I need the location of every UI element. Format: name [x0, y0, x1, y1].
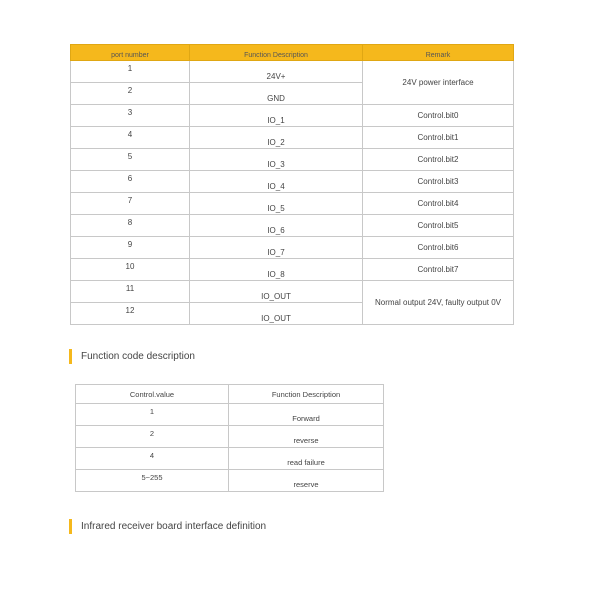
function-cell: 24V+ — [190, 61, 363, 83]
column-header-function: Function Description — [190, 45, 363, 61]
port-number-cell: 3 — [71, 105, 190, 127]
port-number-cell: 12 — [71, 303, 190, 325]
function-cell: IO_2 — [190, 127, 363, 149]
table-row — [71, 127, 514, 149]
remark-cell: Control.bit2 — [363, 149, 514, 171]
table-row — [71, 215, 514, 237]
table-row — [71, 281, 514, 303]
function-cell: IO_7 — [190, 237, 363, 259]
section-title: Infrared receiver board interface definition — [81, 521, 267, 532]
port-number-cell: 2 — [71, 83, 190, 105]
heading-accent-bar — [69, 349, 72, 364]
remark-cell: Control.bit5 — [363, 215, 514, 237]
port-number-cell: 10 — [71, 259, 190, 281]
table-row — [76, 470, 384, 492]
table-row — [71, 61, 514, 83]
remark-cell: Control.bit0 — [363, 105, 514, 127]
control-value-cell: 2 — [76, 426, 229, 448]
function-cell: IO_4 — [190, 171, 363, 193]
port-number-cell: 9 — [71, 237, 190, 259]
table-row — [76, 404, 384, 426]
port-number-cell: 4 — [71, 127, 190, 149]
function-cell: IO_8 — [190, 259, 363, 281]
control-value-cell: 5~255 — [76, 470, 229, 492]
control-value-cell: 1 — [76, 404, 229, 426]
heading-accent-bar — [69, 519, 72, 534]
port-number-cell: 1 — [71, 61, 190, 83]
function-code-table — [75, 384, 384, 492]
function-cell: IO_1 — [190, 105, 363, 127]
column-header-function: Function Description — [229, 385, 384, 404]
table-row — [71, 171, 514, 193]
remark-cell: Control.bit6 — [363, 237, 514, 259]
port-number-cell: 6 — [71, 171, 190, 193]
port-number-cell: 5 — [71, 149, 190, 171]
function-description-cell: Forward — [229, 404, 384, 426]
function-cell: IO_6 — [190, 215, 363, 237]
function-cell: IO_3 — [190, 149, 363, 171]
function-cell: IO_OUT — [190, 303, 363, 325]
remark-cell-power: 24V power interface — [363, 61, 514, 105]
column-header-remark: Remark — [363, 45, 514, 61]
port-number-cell: 11 — [71, 281, 190, 303]
function-description-cell: read failure — [229, 448, 384, 470]
table-header-row — [71, 45, 514, 61]
table-row — [76, 448, 384, 470]
remark-cell: Control.bit3 — [363, 171, 514, 193]
table-row — [71, 193, 514, 215]
remark-cell: Control.bit7 — [363, 259, 514, 281]
remark-cell-output: Normal output 24V, faulty output 0V — [363, 281, 514, 325]
section-heading-infrared-receiver — [69, 519, 266, 534]
remark-cell: Control.bit4 — [363, 193, 514, 215]
function-cell: GND — [190, 83, 363, 105]
table-row — [71, 237, 514, 259]
port-definition-table — [70, 44, 514, 325]
control-value-cell: 4 — [76, 448, 229, 470]
table-row — [71, 105, 514, 127]
table-row — [76, 426, 384, 448]
function-cell: IO_5 — [190, 193, 363, 215]
section-heading-function-code — [69, 349, 195, 364]
table-row — [71, 259, 514, 281]
function-description-cell: reserve — [229, 470, 384, 492]
function-description-cell: reverse — [229, 426, 384, 448]
table-header-row — [76, 385, 384, 404]
port-number-cell: 7 — [71, 193, 190, 215]
table-row — [71, 149, 514, 171]
port-number-cell: 8 — [71, 215, 190, 237]
remark-cell: Control.bit1 — [363, 127, 514, 149]
column-header-control-value: Control.value — [76, 385, 229, 404]
section-title: Function code description — [81, 351, 195, 362]
column-header-port-number: port number — [71, 45, 190, 61]
function-cell: IO_OUT — [190, 281, 363, 303]
